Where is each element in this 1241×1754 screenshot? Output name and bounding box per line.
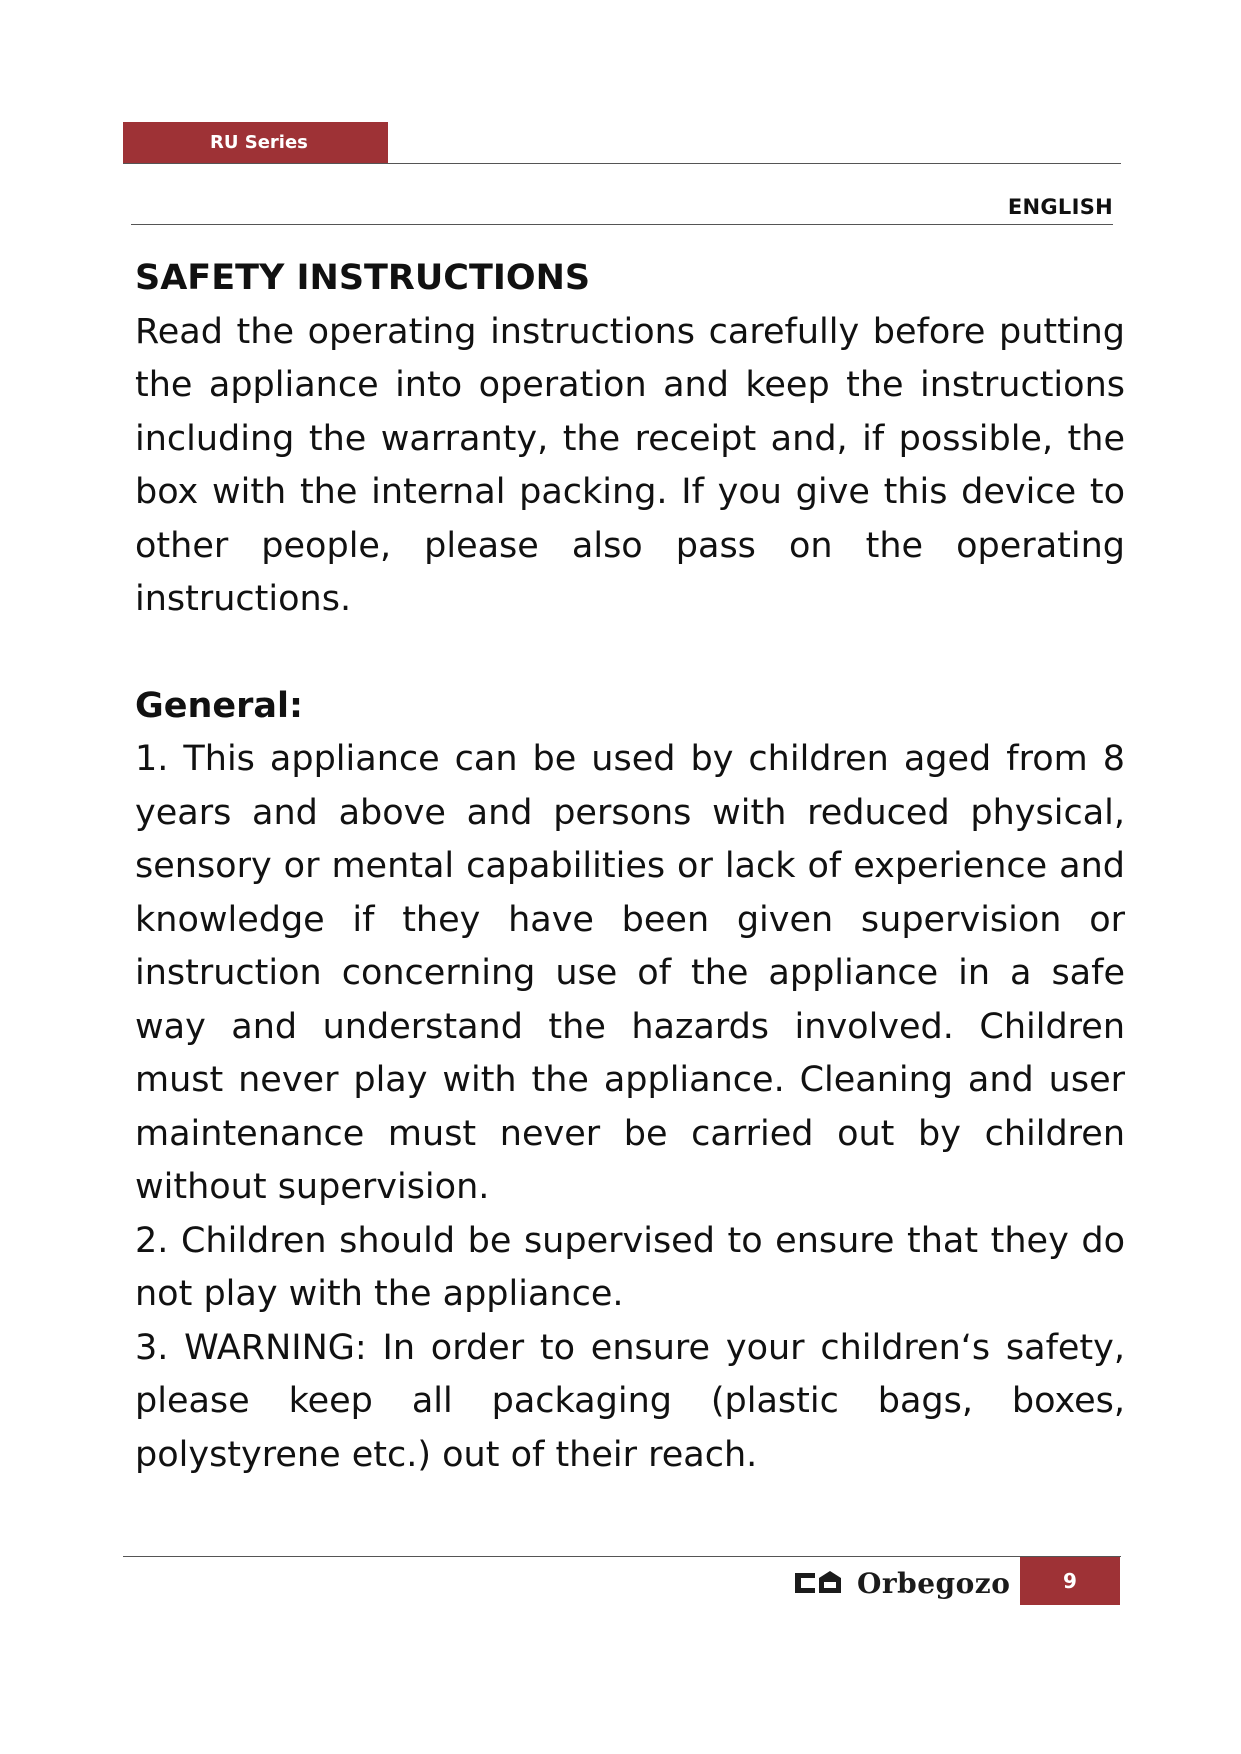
language-rule: [131, 224, 1113, 225]
header-rule: [123, 163, 1121, 164]
general-item-2: 2. Children should be supervised to ensure that they do not play with the appliance.: [135, 1220, 1125, 1314]
general-heading: General:: [135, 685, 303, 726]
language-label: ENGLISH: [1007, 195, 1113, 219]
brand-name: Orbegozo: [857, 1566, 1011, 1600]
page-title: SAFETY INSTRUCTIONS: [135, 258, 591, 298]
general-item-1: 1. This appliance can be used by children aged from 8 years and above and persons with reduced physical, sensory or mental capabilities or lack of experience and knowledge if they have been given supervision or instruction concerning use of the appliance in a safe way and understand the hazards involved. Children must never play with the appliance. Cleaning and user maintenance must never be carried out by children without supervision.: [135, 739, 1125, 1207]
orbegozo-logo-icon: [793, 1569, 843, 1597]
page-number: 9: [1020, 1557, 1120, 1605]
footer-rule: [123, 1556, 1121, 1557]
intro-paragraph: Read the operating instructions carefully before putting the appliance into operation and keep the instructions including the warranty, the receipt and, if possible, the box with the internal packing. If you give this device to other people, please also pass on the operating instructions.: [135, 311, 1125, 619]
series-tab: RU Series: [123, 122, 388, 163]
section-gap: [135, 627, 1125, 680]
page-content: [135, 252, 1125, 1482]
general-item-3: 3. WARNING: In order to ensure your children‘s safety, please keep all packaging (plastic bags, boxes, polystyrene etc.) out of their reach.: [135, 1327, 1125, 1475]
brand-logo: [793, 1564, 1010, 1602]
